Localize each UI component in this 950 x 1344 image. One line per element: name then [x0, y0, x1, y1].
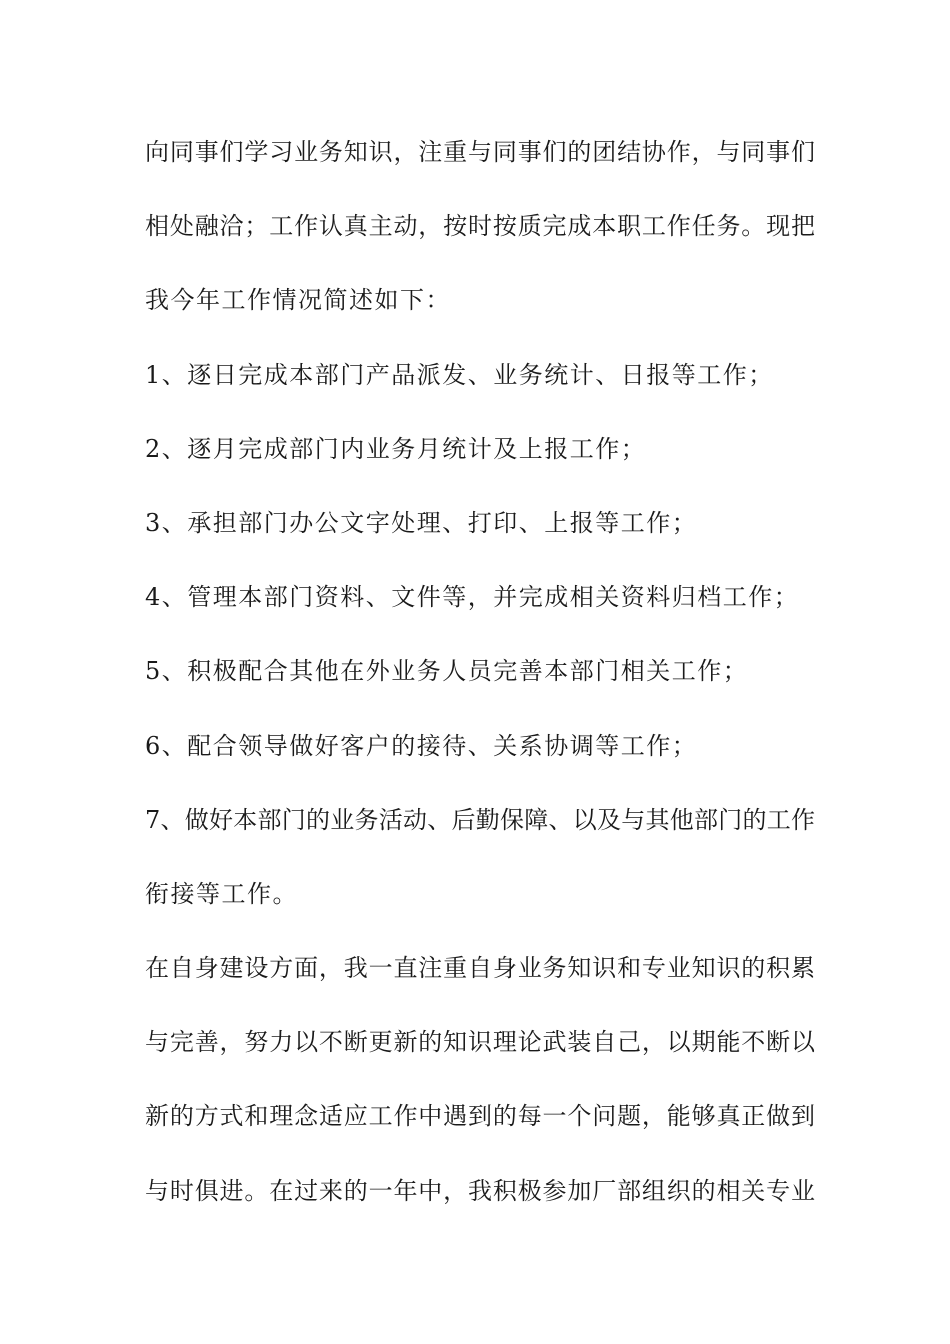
list-item-5: 5、积极配合其他在外业务人员完善本部门相关工作； — [145, 657, 749, 686]
list-item-1: 1、逐日完成本部门产品派发、业务统计、日报等工作； — [145, 360, 774, 389]
document-body — [145, 128, 815, 1241]
text-line-15: 与时俱进。在过来的一年中，我积极参加厂部组织的相关专业 — [145, 1176, 815, 1205]
text-line-13: 与完善，努力以不断更新的知识理论武装自己，以期能不断以 — [145, 1028, 815, 1057]
text-line-3: 我今年工作情况简述如下： — [145, 286, 451, 315]
text-line-12: 在自身建设方面，我一直注重自身业务知识和专业知识的积累 — [145, 954, 815, 983]
list-item-7: 7、做好本部门的业务活动、后勤保障、以及与其他部门的工作 — [145, 805, 815, 834]
list-item-4: 4、管理本部门资料、文件等，并完成相关资料归档工作； — [145, 583, 800, 612]
text-line-1: 向同事们学习业务知识，注重与同事们的团结协作，与同事们 — [145, 138, 815, 166]
text-line-14: 新的方式和理念适应工作中遇到的每一个问题，能够真正做到 — [145, 1102, 815, 1131]
list-item-6: 6、配合领导做好客户的接待、关系协调等工作； — [145, 731, 698, 760]
text-line-2: 相处融洽；工作认真主动，按时按质完成本职工作任务。现把 — [145, 212, 815, 241]
list-item-7-continued: 衔接等工作。 — [145, 879, 298, 908]
list-item-2: 2、逐月完成部门内业务月统计及上报工作； — [145, 434, 647, 463]
list-item-3: 3、承担部门办公文字处理、打印、上报等工作； — [145, 508, 698, 537]
